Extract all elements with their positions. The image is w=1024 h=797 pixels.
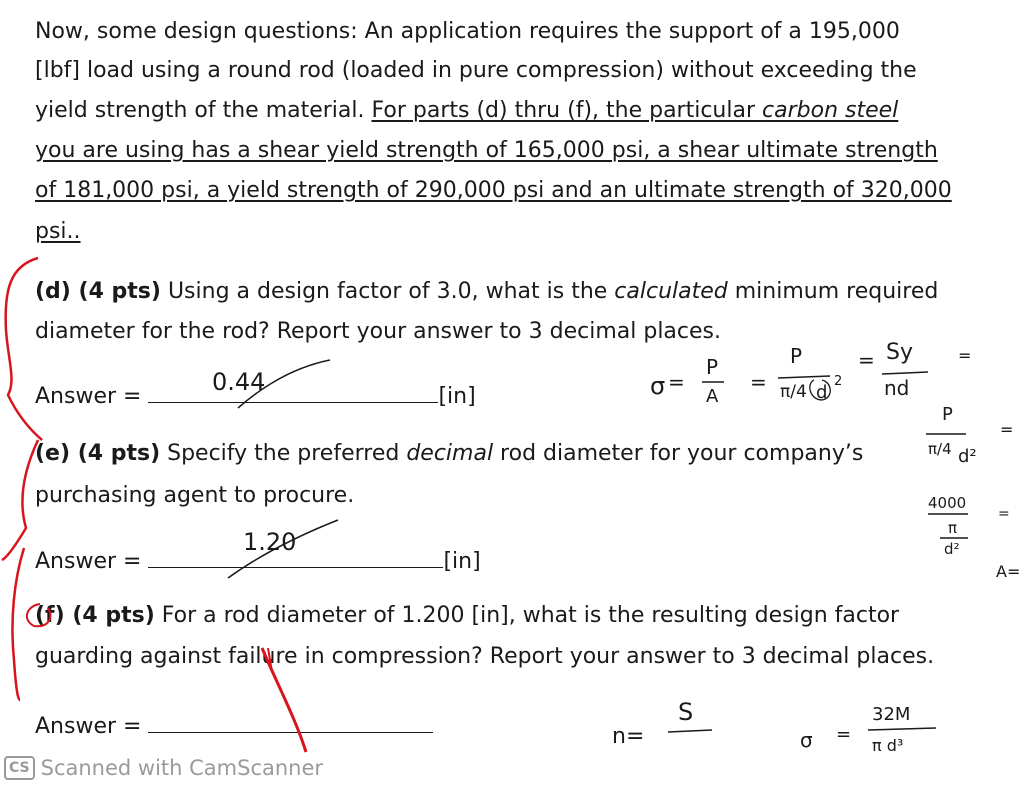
note-32M: 32M xyxy=(872,704,911,725)
note-eq-2: = xyxy=(750,370,767,394)
strike-answer-d xyxy=(238,360,330,408)
note-eq-6: = xyxy=(998,506,1010,522)
red-bracket-e xyxy=(2,440,38,560)
part-d-text-b: minimum required xyxy=(727,279,939,304)
note-d: d xyxy=(816,382,828,403)
part-e-label: (e) (4 pts) xyxy=(35,441,161,466)
intro-line-1: Now, some design questions: An application requires the support of a 195,000 xyxy=(35,19,900,44)
part-f-line-2: guarding against failure in compression? Report your answer to 3 decimal places. xyxy=(35,644,935,669)
part-e-line-2: purchasing agent to procure. xyxy=(35,483,355,508)
camscanner-logo: CS xyxy=(4,756,35,780)
note-d2-1: d² xyxy=(958,446,977,467)
camscanner-watermark xyxy=(4,756,323,780)
part-e-text-italic: decimal xyxy=(406,441,494,466)
red-bracket-f xyxy=(12,548,24,700)
red-circle-f xyxy=(27,604,50,626)
part-e-text-b: rod diameter for your company’s xyxy=(493,441,864,466)
note-pi4: π/4 xyxy=(780,382,807,402)
intro-line-6: psi.. xyxy=(35,219,81,244)
part-d-handwritten-answer: 0.44 xyxy=(212,368,266,396)
part-d-line-2: diameter for the rod? Report your answer to 3 decimal places. xyxy=(35,319,721,344)
circle-d xyxy=(810,380,830,400)
note-P-3: P xyxy=(942,404,953,425)
note-d2-2: d² xyxy=(944,540,960,558)
red-bracket-d xyxy=(6,258,42,440)
note-eq-4: = xyxy=(958,346,972,365)
intro-line-3-plain: yield strength of the material. xyxy=(35,98,372,123)
intro-line-3-underlined: For parts (d) thru (f), the particular xyxy=(371,98,763,123)
part-f-text: For a rod diameter of 1.200 [in], what is the resulting design factor xyxy=(154,603,900,628)
note-P-2: P xyxy=(790,344,803,368)
part-d-unit: [in] xyxy=(438,384,476,409)
note-S: S xyxy=(678,698,694,726)
intro-line-2: [lbf] load using a round rod (loaded in pure compression) without exceeding the xyxy=(35,58,917,83)
note-eq-1: = xyxy=(668,370,685,394)
note-A-eq: A= xyxy=(996,562,1021,581)
camscanner-text: Scanned with CamScanner xyxy=(40,756,324,780)
note-4000: 4000 xyxy=(928,494,967,512)
intro-line-4: you are using has a shear yield strength of 165,000 psi, a shear ultimate strength xyxy=(35,138,938,163)
fraction-bar-3 xyxy=(882,372,928,374)
part-f-answer-label: Answer = xyxy=(35,714,149,739)
part-d-text-italic: calculated xyxy=(614,279,728,304)
part-e-unit: [in] xyxy=(443,549,481,574)
note-n-eq: n= xyxy=(612,724,645,749)
note-Sy: Sy xyxy=(886,340,913,365)
note-P-1: P xyxy=(706,355,719,379)
fraction-bar-2 xyxy=(778,376,830,378)
part-e-answer-label: Answer = xyxy=(35,549,149,574)
note-A-1: A xyxy=(706,386,719,407)
note-sigma-2: σ xyxy=(800,728,813,752)
note-pi4-2: π/4 xyxy=(928,440,952,458)
intro-line-5: of 181,000 psi, a yield strength of 290,000 psi and an ultimate strength of 320,000 xyxy=(35,178,952,203)
part-d-text-a: Using a design factor of 3.0, what is the xyxy=(160,279,615,304)
note-pid3: π d³ xyxy=(872,736,904,755)
note-eq-3: = xyxy=(858,348,875,372)
note-eq-5: = xyxy=(1000,420,1014,439)
part-e-handwritten-answer: 1.20 xyxy=(243,528,297,556)
part-d-label: (d) (4 pts) xyxy=(35,279,161,304)
note-pi: π xyxy=(948,519,958,537)
part-d-answer-label: Answer = xyxy=(35,384,149,409)
part-e-text-a: Specify the preferred xyxy=(160,441,407,466)
fraction-bar-7 xyxy=(668,730,712,732)
note-eq-7: = xyxy=(836,724,852,745)
intro-line-3-italic: carbon steel xyxy=(762,98,899,123)
red-slash-f xyxy=(262,648,306,752)
note-nd: nd xyxy=(884,376,910,400)
note-sigma-1: σ xyxy=(650,372,666,400)
part-f-label: (f) (4 pts) xyxy=(35,603,155,628)
strike-answer-e xyxy=(228,520,338,578)
note-sq: 2 xyxy=(834,374,843,389)
fraction-bar-8 xyxy=(868,728,936,730)
